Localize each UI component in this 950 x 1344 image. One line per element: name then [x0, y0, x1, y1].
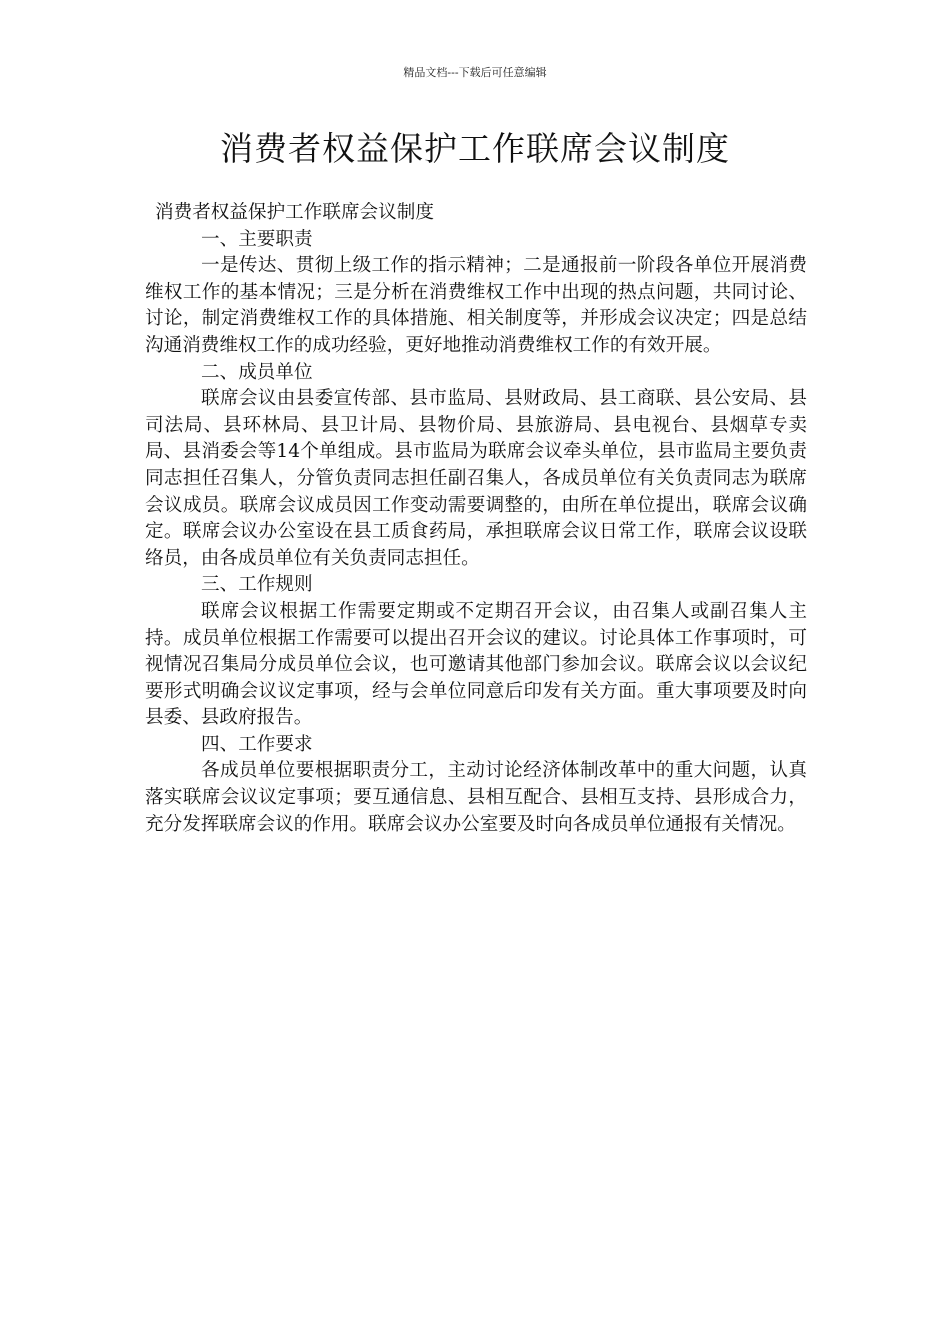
section-heading-duties: 一、主要职责: [201, 228, 313, 250]
section-heading-requirements: 四、工作要求: [201, 733, 313, 755]
document-title: 消费者权益保护工作联席会议制度: [220, 129, 730, 168]
section-heading-rules: 三、工作规则: [201, 574, 313, 596]
header-note: 精品文档---下载后可任意编辑: [403, 66, 547, 79]
section-body-rules: 联席会议根据工作需要定期或不定期召开会议，由召集人或副召集人主持。成员单位根据工作需要可以提出召开会议的建议。讨论具体工作事项时，可视情况召集局分成员单位会议，也可邀请其他部门参加会议。联席会议以会议纪要形式明确会议议定事项，经与会单位同意后印发有关方面。重大事项要及时向县委、县政府报告。: [145, 600, 807, 729]
section-body-members: 联席会议由县委宣传部、县市监局、县财政局、县工商联、县公安局、县司法局、县环林局、县卫计局、县物价局、县旅游局、县电视台、县烟草专卖局、县消委会等14个单组成。县市监局为联席会议牵头单位，县市监局主要负责同志担任召集人，分管负责同志担任副召集人，各成员单位有关负责同志为联席会议成员。联席会议成员因工作变动需要调整的，由所在单位提出，联席会议确定。联席会议办公室设在县工质食药局，承担联席会议日常工作，联席会议设联络员，由各成员单位有关负责同志担任。: [145, 388, 807, 569]
section-heading-members: 二、成员单位: [201, 361, 313, 383]
section-body-requirements: 各成员单位要根据职责分工，主动讨论经济体制改革中的重大问题，认真落实联席会议议定事项；要互通信息、县相互配合、县相互支持、县形成合力，充分发挥联席会议的作用。联席会议办公室要及时向各成员单位通报有关情况。: [145, 760, 807, 835]
document-subtitle: 消费者权益保护工作联席会议制度: [155, 202, 434, 223]
document-body: [145, 200, 807, 838]
section-body-duties: 一是传达、贯彻上级工作的指示精神；二是通报前一阶段各单位开展消费维权工作的基本情况；三是分析在消费维权工作中出现的热点问题，共同讨论、讨论，制定消费维权工作的具体措施、相关制度等，并形成会议决定；四是总结沟通消费维权工作的成功经验，更好地推动消费维权工作的有效开展。: [145, 255, 807, 356]
